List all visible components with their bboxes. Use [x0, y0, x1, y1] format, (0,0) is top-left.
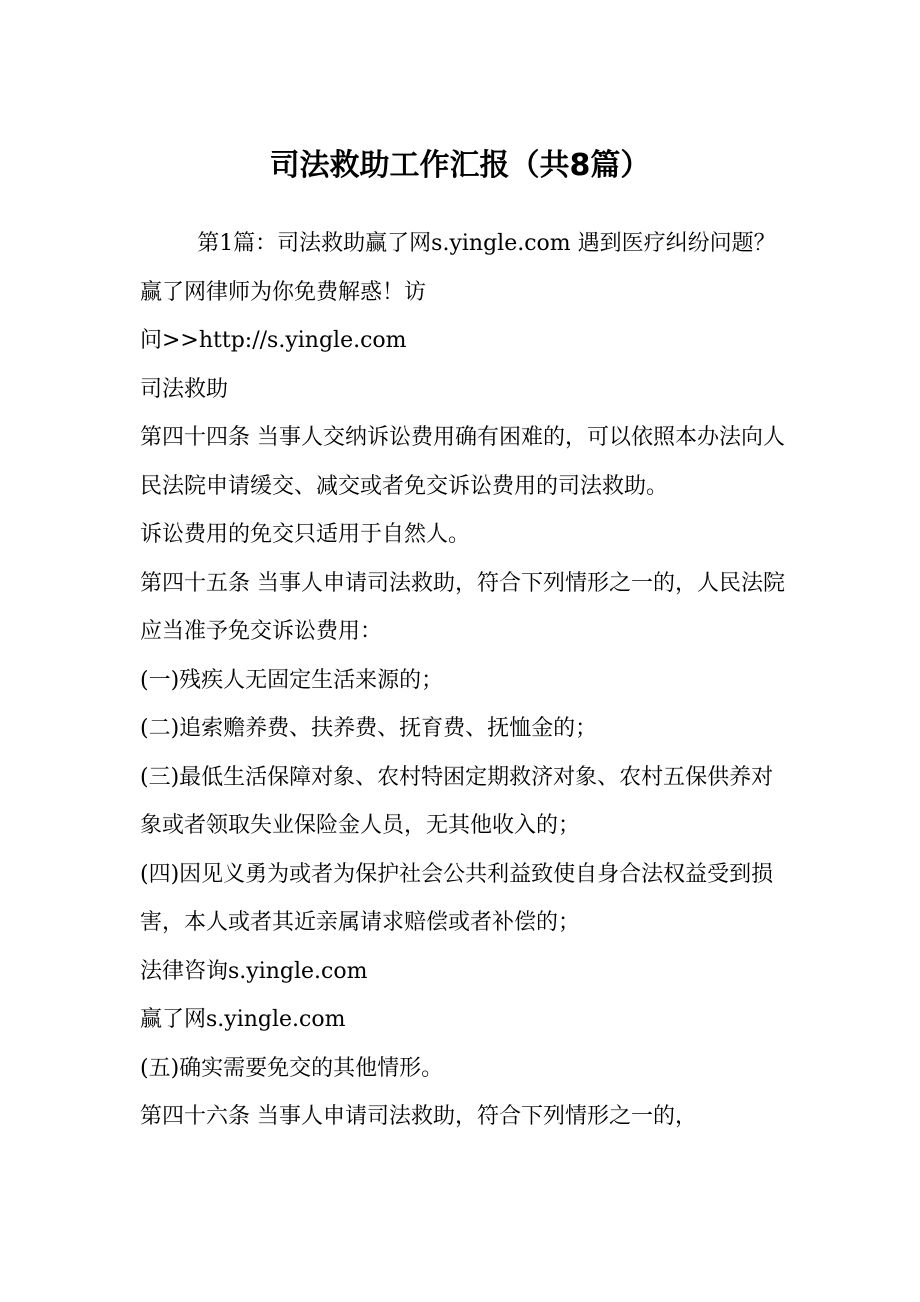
- document-title: 司法救助工作汇报（共8篇）: [269, 148, 651, 183]
- paragraph-exemption-scope: 诉讼费用的免交只适用于自然人。: [140, 522, 471, 547]
- paragraph-item-4: (四)因见义勇为或者为保护社会公共利益致使自身合法权益受到损害，本人或者其近亲属请求赔偿或者补偿的；: [140, 861, 774, 935]
- paragraph-article-46: 第四十六条 当事人申请司法救助，符合下列情形之一的，: [140, 1104, 697, 1129]
- document-body: [140, 220, 790, 1142]
- paragraph-section-heading: 司法救助: [140, 376, 229, 402]
- paragraph-site-link: 赢了网s.yingle.com: [140, 1007, 346, 1032]
- paragraph-item-5: (五)确实需要免交的其他情形。: [140, 1055, 444, 1081]
- paragraph-chapter-1-intro: 第1篇：司法救助赢了网s.yingle.com 遇到医疗纠纷问题？赢了网律师为你免费解惑！访: [140, 231, 776, 305]
- paragraph-article-45: 第四十五条 当事人申请司法救助，符合下列情形之一的，人民法院应当准予免交诉讼费用：: [140, 570, 785, 644]
- paragraph-visit-link: 问>>http://s.yingle.com: [140, 328, 407, 353]
- paragraph-article-44: 第四十四条 当事人交纳诉讼费用确有困难的，可以依照本办法向人民法院申请缓交、减交或者免交诉讼费用的司法救助。: [140, 425, 785, 499]
- paragraph-legal-consult-link: 法律咨询s.yingle.com: [140, 958, 368, 984]
- paragraph-item-2: (二)追索赡养费、扶养费、抚育费、抚恤金的；: [140, 716, 598, 741]
- paragraph-item-3: (三)最低生活保障对象、农村特困定期救济对象、农村五保供养对象或者领取失业保险金人员，无其他收入的；: [140, 764, 774, 838]
- paragraph-item-1: (一)残疾人无固定生活来源的；: [140, 667, 444, 693]
